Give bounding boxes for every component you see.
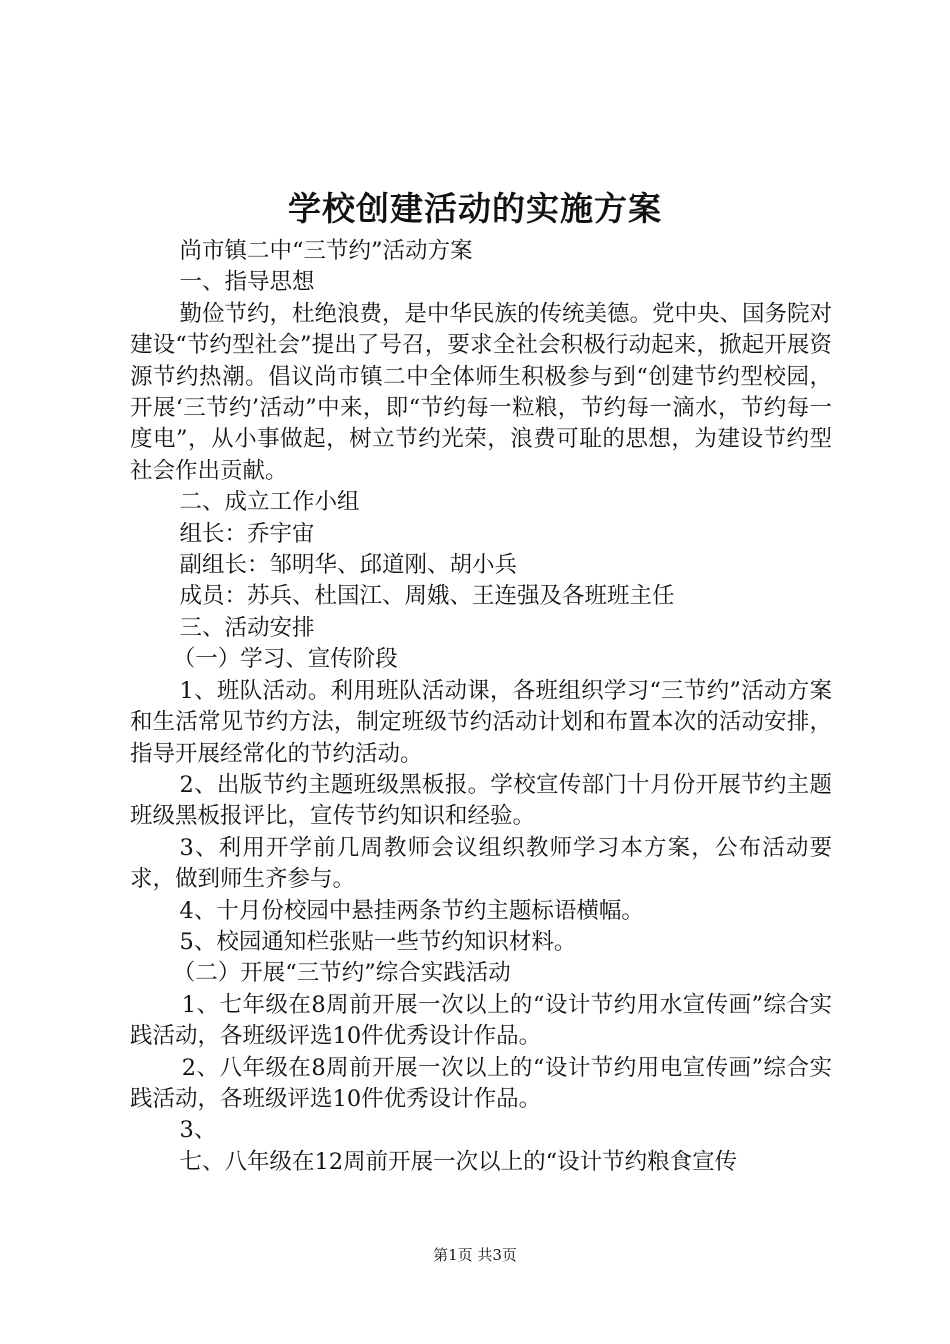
list-item: 七、八年级在12周前开展一次以上的“设计节约粮食宣传 <box>179 1148 738 1175</box>
section-heading: 一、指导思想 <box>179 269 315 296</box>
section-heading: 二、成立工作小组 <box>179 489 360 516</box>
list-item: 1、七年级在8周前开展一次以上的“设计节约用水宣传画”综合实践活动，各班级评选10件优秀设计作品。 <box>130 991 832 1050</box>
document-title: 学校创建活动的实施方案 <box>288 189 662 228</box>
list-item: 1、班队活动。利用班队活动课，各班组织学习“三节约”活动方案和生活常见节约方法，制定班级节约活动计划和布置本次的活动安排，指导开展经常化的节约活动。 <box>130 677 832 767</box>
paragraph: 组长：乔宇宙 <box>179 520 315 547</box>
list-item: 4、十月份校园中悬挂两条节约主题标语横幅。 <box>179 897 644 924</box>
paragraph: 成员：苏兵、杜国江、周娥、王连强及各班班主任 <box>179 583 675 610</box>
section-heading: 三、活动安排 <box>179 614 315 641</box>
list-item: 3、 <box>179 1117 217 1144</box>
page-footer: 第1页 共3页 <box>433 1246 517 1264</box>
document-body <box>130 236 832 1178</box>
paragraph: 勤俭节约，杜绝浪费，是中华民族的传统美德。党中央、国务院对建设“节约型社会”提出了号召，要求全社会积极行动起来，掀起开展资源节约热潮。倡议尚市镇二中全体师生积极参与到“创建节约型校园，开展‘三节约’活动”中来，即“节约每一粒粮，节约每一滴水，节约每一度电”，从小事做起，树立节约光荣，浪费可耻的思想，为建设节约型社会作出贡献。 <box>130 300 833 484</box>
subsection-heading: （一）学习、宣传阶段 <box>172 646 398 673</box>
list-item: 3、利用开学前几周教师会议组织教师学习本方案，公布活动要求，做到师生齐参与。 <box>130 834 832 893</box>
list-item: 5、校园通知栏张贴一些节约知识材料。 <box>179 928 577 955</box>
subsection-heading: （二）开展“三节约”综合实践活动 <box>172 960 511 987</box>
subtitle: 尚市镇二中“三节约”活动方案 <box>179 238 473 264</box>
list-item: 2、出版节约主题班级黑板报。学校宣传部门十月份开展节约主题班级黑板报评比，宣传节约知识和经验。 <box>130 771 832 830</box>
paragraph: 副组长：邹明华、邱道刚、胡小兵 <box>179 552 518 579</box>
list-item: 2、八年级在8周前开展一次以上的“设计节约用电宣传画”综合实践活动，各班级评选10件优秀设计作品。 <box>130 1054 832 1112</box>
